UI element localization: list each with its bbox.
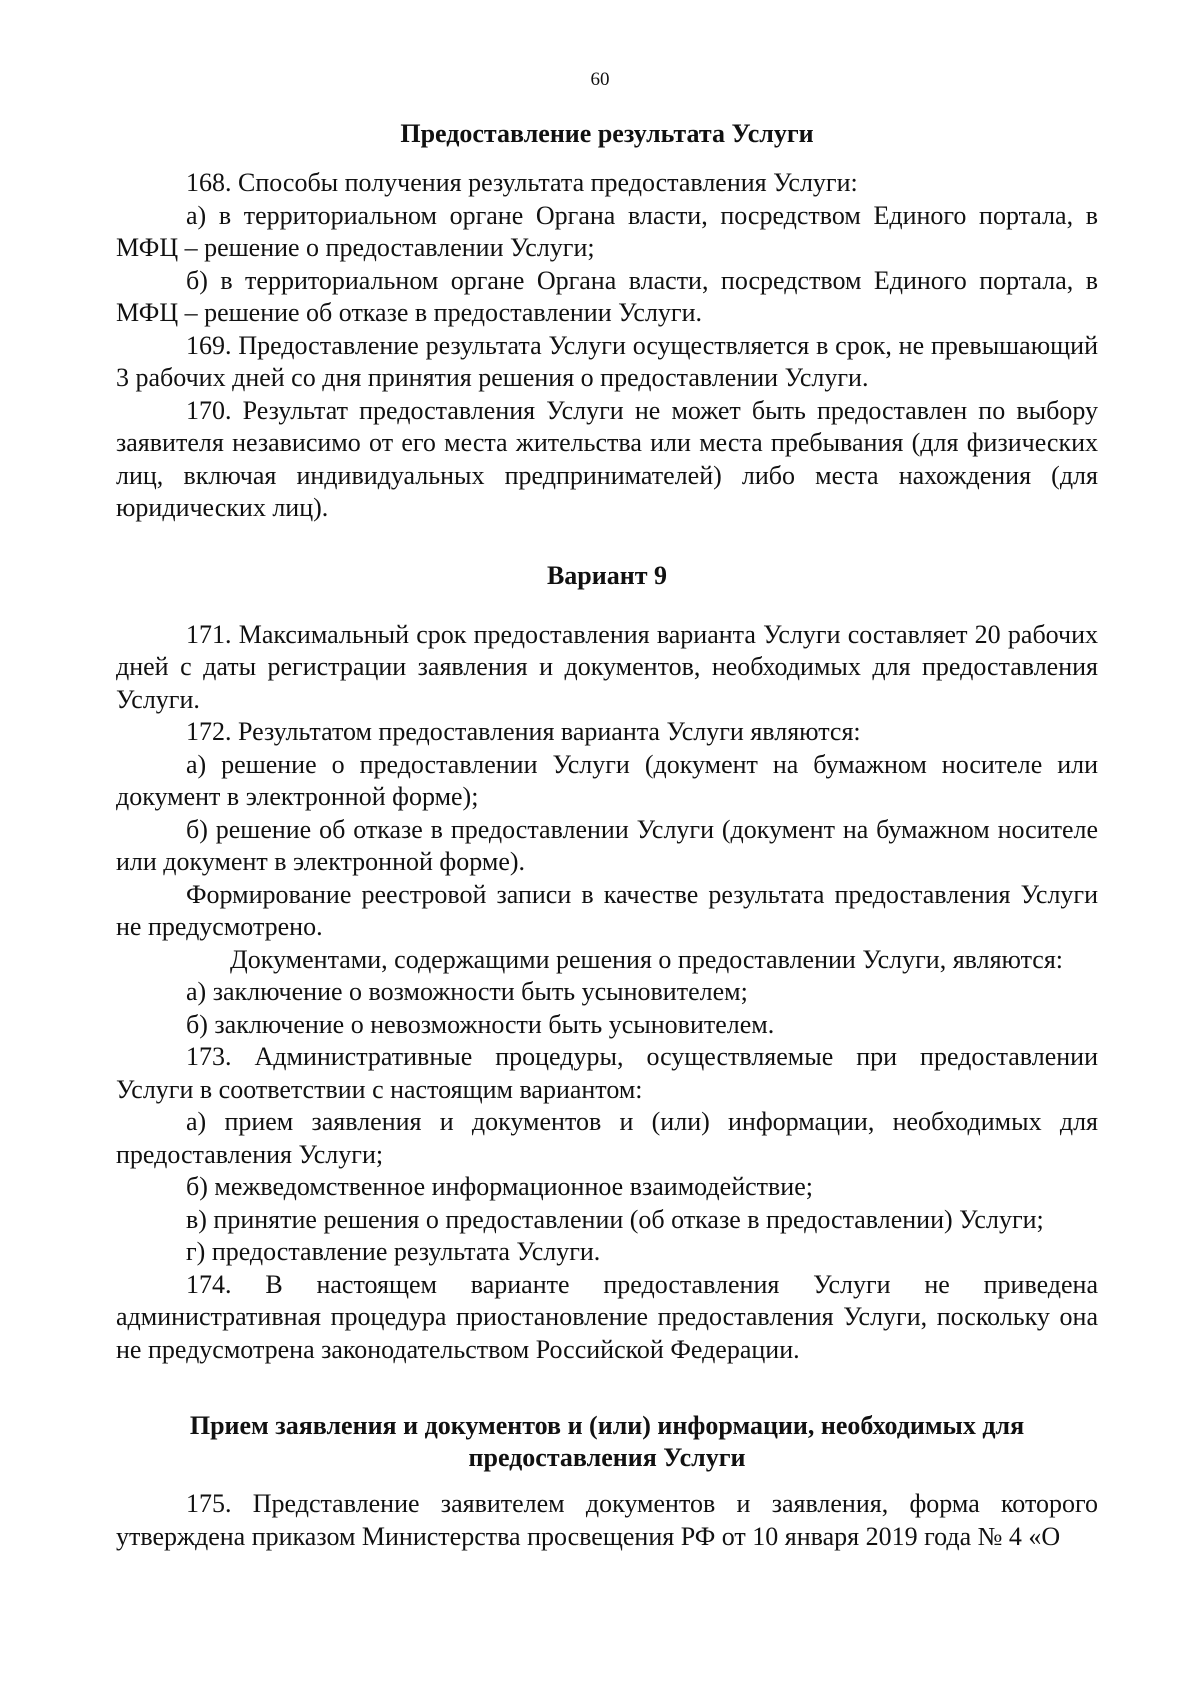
paragraph-173d: г) предоставление результата Услуги.: [186, 1237, 601, 1266]
paragraph-172a: а) решение о предоставлении Услуги (документ на бумажном носителе или документ в электронной форме);: [116, 749, 1098, 811]
section-heading-result: Предоставление результата Услуги: [400, 119, 814, 148]
section-heading-variant-9: Вариант 9: [546, 560, 668, 590]
paragraph-172b: б) решение об отказе в предоставлении Услуги (документ на бумажном носителе или документ в электронной форме).: [116, 814, 1098, 876]
paragraph-175: 175. Представление заявителем документов и заявления, форма которого утверждена приказом Министерства просвещения РФ от 10 января 2019 года № 4 «О: [116, 1489, 1098, 1551]
paragraph-174: 174. В настоящем варианте предоставления Услуги не приведена административная процедура приостановление предоставления Услуги, поскольку она не предусмотрена законодательством Российской Федерации.: [116, 1269, 1098, 1364]
paragraph-171: 171. Максимальный срок предоставления варианта Услуги составляет 20 рабочих дней с даты регистрации заявления и документов, необходимых для предоставления Услуги.: [116, 619, 1098, 714]
paragraph-168a: а) в территориальном органе Органа власти, посредством Единого портала, в МФЦ – решение о предоставлении Услуги;: [116, 200, 1098, 262]
document-body: [116, 118, 1098, 1553]
paragraph-170: 170. Результат предоставления Услуги не может быть предоставлен по выбору заявителя независимо от его места жительства или места пребывания (для физических лиц, включая индивидуальных предпринимателей) либо места нахождения (для юридических лиц).: [116, 395, 1098, 522]
section-heading-application-line1: Прием заявления и документов и (или) информации, необходимых для: [189, 1411, 1025, 1440]
page-number: 60: [590, 69, 610, 90]
paragraph-173: 173. Административные процедуры, осуществляемые при предоставлении Услуги в соответствии с настоящим вариантом:: [116, 1042, 1098, 1104]
paragraph-172f: б) заключение о невозможности быть усыновителем.: [186, 1009, 775, 1039]
paragraph-173b: б) межведомственное информационное взаимодействие;: [186, 1172, 813, 1201]
section-heading-application-line2: предоставления Услуги: [468, 1443, 746, 1472]
paragraph-169: 169. Предоставление результата Услуги осуществляется в срок, не превышающий 3 рабочих дней со дня принятия решения о предоставлении Услуги.: [116, 330, 1098, 392]
section-heading-application: [116, 1410, 1098, 1474]
paragraph-168b: б) в территориальном органе Органа власти, посредством Единого портала, в МФЦ – решение об отказе в предоставлении Услуги.: [116, 265, 1098, 327]
paragraph-173a: а) прием заявления и документов и (или) информации, необходимых для предоставления Услуги;: [116, 1107, 1098, 1169]
paragraph-172e: а) заключение о возможности быть усыновителем;: [186, 977, 748, 1006]
paragraph-173c: в) принятие решения о предоставлении (об отказе в предоставлении) Услуги;: [186, 1204, 1044, 1234]
paragraph-172c: Формирование реестровой записи в качестве результата предоставления Услуги не предусмотрено.: [116, 879, 1098, 941]
paragraph-172d: Документами, содержащими решения о предоставлении Услуги, являются:: [230, 944, 1064, 974]
paragraph-172: 172. Результатом предоставления варианта Услуги являются:: [186, 717, 861, 746]
paragraph-168: 168. Способы получения результата предоставления Услуги:: [186, 168, 858, 197]
